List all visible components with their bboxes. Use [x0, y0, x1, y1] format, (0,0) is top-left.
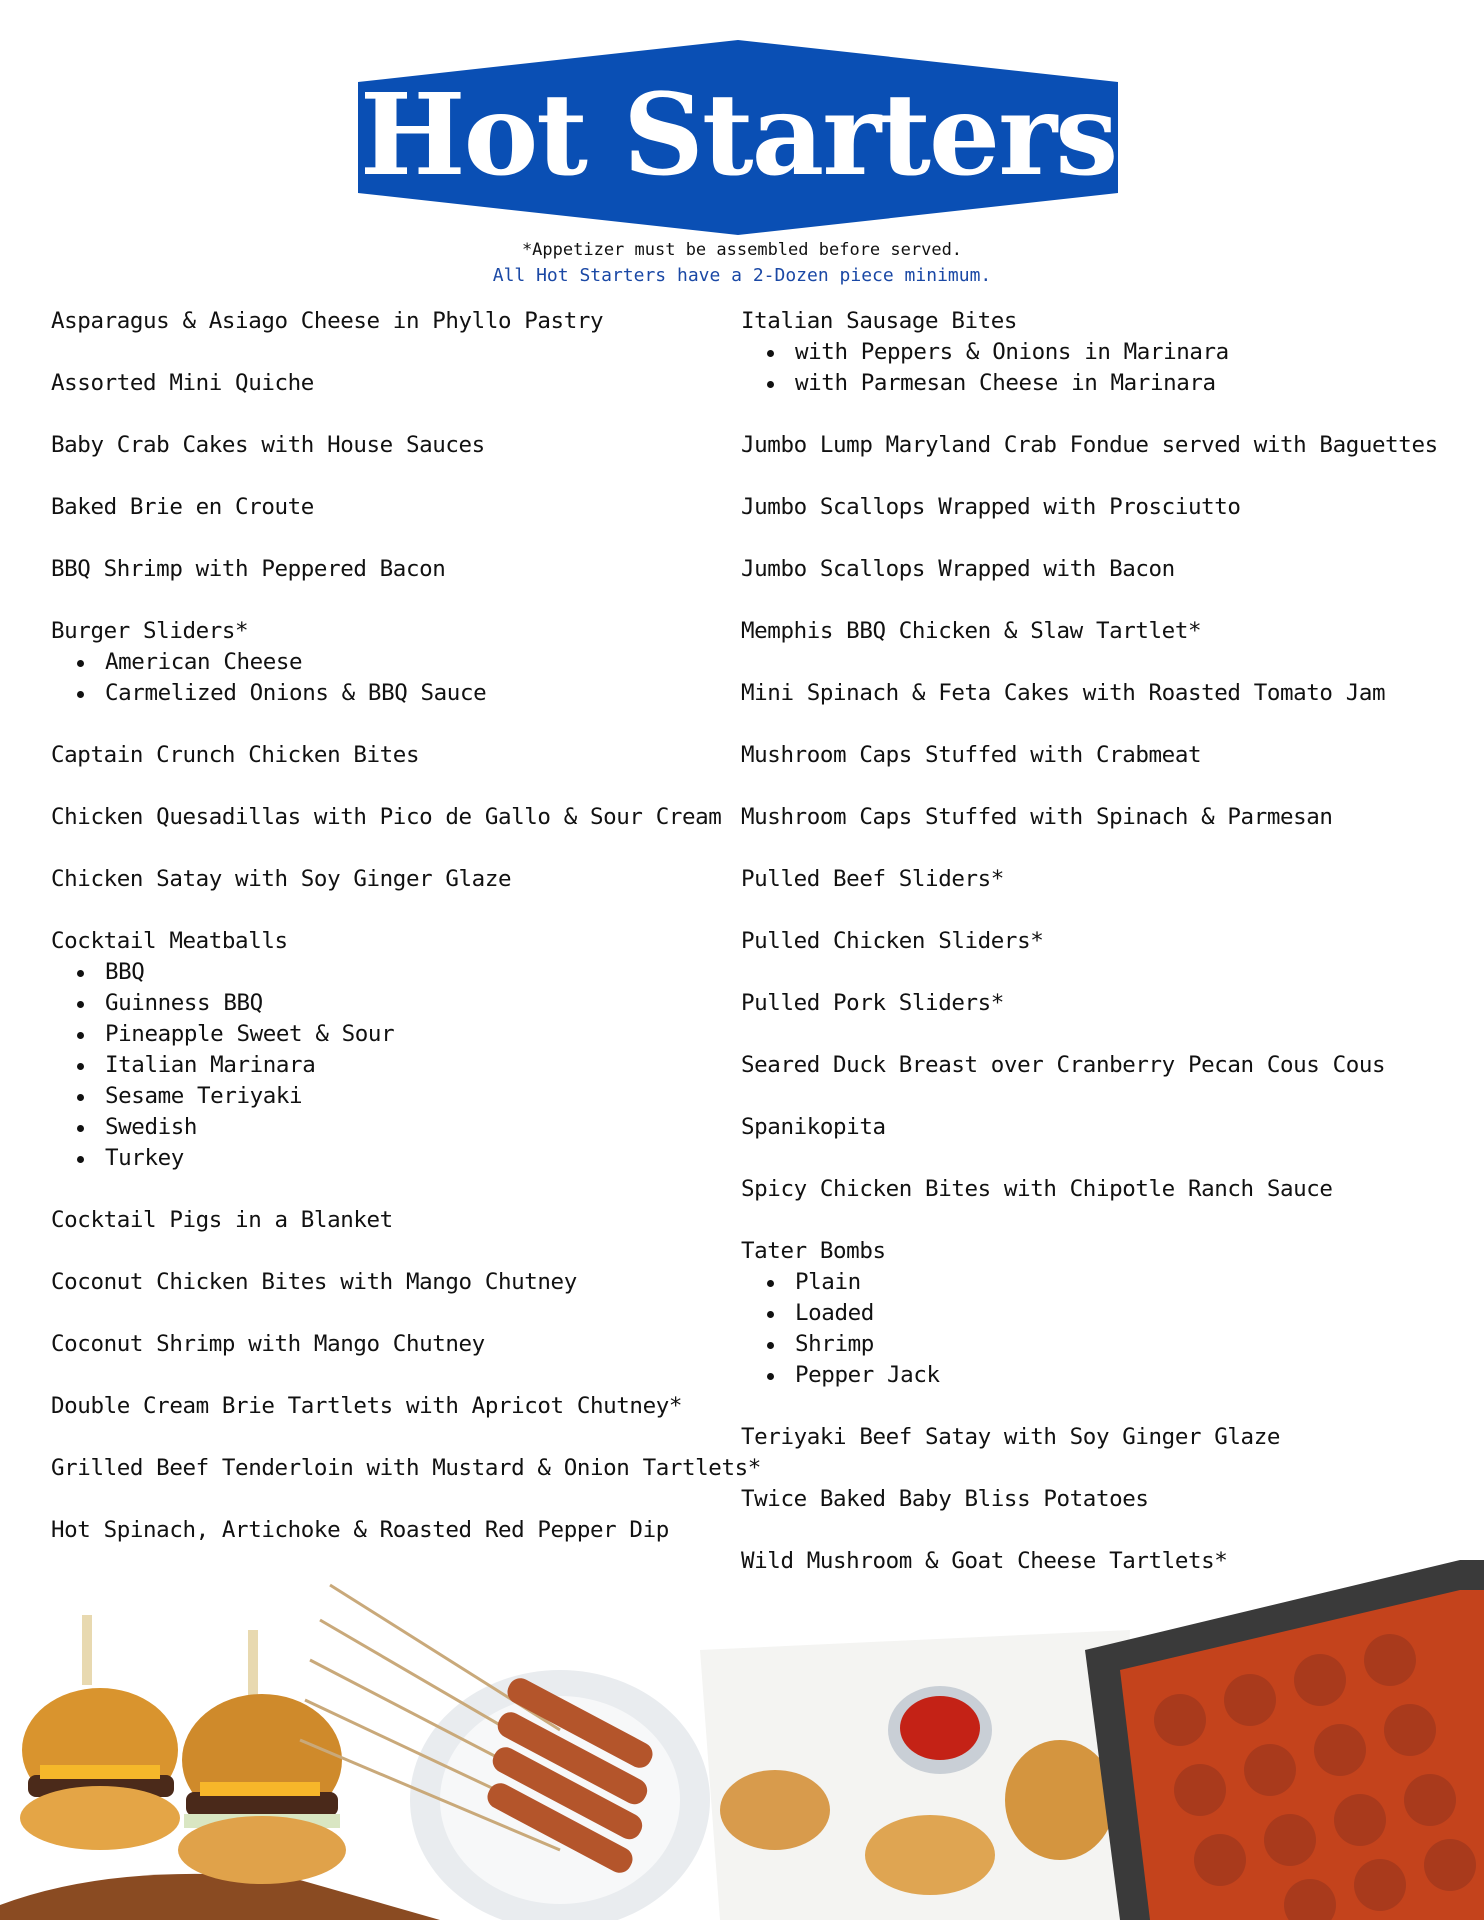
- menu-item: [741, 1050, 1461, 1081]
- menu-column-left: [51, 306, 761, 1546]
- menu-item: [51, 802, 731, 833]
- minimum-note: All Hot Starters have a 2-Dozen piece minimum.: [492, 265, 992, 286]
- menu-item: [741, 554, 1461, 585]
- menu-item-name: Pulled Chicken Sliders*: [741, 928, 1044, 954]
- menu-item-name: Jumbo Lump Maryland Crab Fondue served with Baguettes: [741, 432, 1438, 458]
- menu-item-name: Jumbo Scallops Wrapped with Prosciutto: [741, 494, 1241, 520]
- menu-item-name: Twice Baked Baby Bliss Potatoes: [741, 1486, 1149, 1512]
- menu-item-options: [51, 957, 731, 1174]
- menu-item: [51, 1329, 731, 1360]
- menu-item: [741, 616, 1461, 647]
- menu-item-name: Asparagus & Asiago Cheese in Phyllo Pastry: [51, 308, 604, 334]
- menu-item-name: Mushroom Caps Stuffed with Crabmeat: [741, 742, 1202, 768]
- menu-item-name: Seared Duck Breast over Cranberry Pecan Cous Cous: [741, 1052, 1386, 1078]
- menu-item-name: Teriyaki Beef Satay with Soy Ginger Glaze: [741, 1424, 1280, 1450]
- menu-item: [741, 678, 1461, 709]
- menu-item: [741, 430, 1461, 461]
- burger-sliders-image: [0, 1615, 440, 1920]
- menu-column-right: [741, 306, 1461, 1577]
- title-banner: [358, 40, 1118, 235]
- menu-option: with Peppers & Onions in Marinara: [795, 337, 1461, 368]
- menu-item-name: Chicken Satay with Soy Ginger Glaze: [51, 866, 512, 892]
- menu-option: Swedish: [105, 1112, 731, 1143]
- menu-item: [51, 740, 731, 771]
- menu-item: [51, 430, 731, 461]
- meatballs-image: [1085, 1560, 1484, 1920]
- menu-item: [51, 926, 731, 1174]
- menu-item-name: Chicken Quesadillas with Pico de Gallo & Sour Cream: [51, 804, 722, 830]
- menu-item-name: Pulled Beef Sliders*: [741, 866, 1004, 892]
- menu-item-name: Spanikopita: [741, 1114, 886, 1140]
- menu-item: [741, 306, 1461, 399]
- menu-item: [51, 864, 731, 895]
- menu-option: Pineapple Sweet & Sour: [105, 1019, 731, 1050]
- menu-option: with Parmesan Cheese in Marinara: [795, 368, 1461, 399]
- menu-item: [51, 1267, 731, 1298]
- menu-option: Sesame Teriyaki: [105, 1081, 731, 1112]
- menu-item: [741, 926, 1461, 957]
- menu-item: [741, 740, 1461, 771]
- food-photo-strip: [0, 1560, 1484, 1920]
- menu-item-options: [741, 337, 1461, 399]
- menu-item-name: Cocktail Meatballs: [51, 928, 288, 954]
- page-title: Hot Starters: [359, 70, 1117, 201]
- menu-item: [51, 1515, 731, 1546]
- menu-item: [741, 802, 1461, 833]
- menu-item-name: Tater Bombs: [741, 1238, 886, 1264]
- menu-item: [51, 1391, 731, 1422]
- menu-item: [741, 988, 1461, 1019]
- menu-item-name: Mini Spinach & Feta Cakes with Roasted Tomato Jam: [741, 680, 1386, 706]
- menu-option: Italian Marinara: [105, 1050, 731, 1081]
- menu-item-name: Grilled Beef Tenderloin with Mustard & Onion Tartlets*: [51, 1455, 761, 1481]
- menu-item: [741, 864, 1461, 895]
- menu-item-name: Hot Spinach, Artichoke & Roasted Red Pepper Dip: [51, 1517, 669, 1543]
- menu-item: [51, 554, 731, 585]
- menu-item: [51, 306, 731, 337]
- menu-option: American Cheese: [105, 647, 731, 678]
- menu-item: [741, 1112, 1461, 1143]
- menu-item: [741, 1422, 1461, 1453]
- menu-item-name: Wild Mushroom & Goat Cheese Tartlets*: [741, 1548, 1228, 1574]
- menu-item: [51, 368, 731, 399]
- coconut-shrimp-image: [700, 1630, 1130, 1920]
- menu-option: Pepper Jack: [795, 1360, 1461, 1391]
- menu-item-name: Burger Sliders*: [51, 618, 249, 644]
- menu-item-name: Assorted Mini Quiche: [51, 370, 314, 396]
- menu-item-name: Coconut Chicken Bites with Mango Chutney: [51, 1269, 577, 1295]
- menu-item-name: Captain Crunch Chicken Bites: [51, 742, 420, 768]
- menu-item-name: Mushroom Caps Stuffed with Spinach & Parmesan: [741, 804, 1333, 830]
- menu-item-name: Baby Crab Cakes with House Sauces: [51, 432, 485, 458]
- menu-item-name: BBQ Shrimp with Peppered Bacon: [51, 556, 446, 582]
- menu-item-name: Pulled Pork Sliders*: [741, 990, 1004, 1016]
- menu-option: BBQ: [105, 957, 731, 988]
- menu-item: [51, 1205, 731, 1236]
- menu-item-name: Cocktail Pigs in a Blanket: [51, 1207, 393, 1233]
- menu-option: Shrimp: [795, 1329, 1461, 1360]
- menu-option: Plain: [795, 1267, 1461, 1298]
- menu-item: [51, 616, 731, 709]
- menu-option: Turkey: [105, 1143, 731, 1174]
- menu-item: [51, 1453, 761, 1484]
- menu-option: Carmelized Onions & BBQ Sauce: [105, 678, 731, 709]
- menu-option: Loaded: [795, 1298, 1461, 1329]
- assembly-note: *Appetizer must be assembled before served.: [521, 240, 963, 260]
- menu-item-options: [51, 647, 731, 709]
- menu-item: [741, 1174, 1461, 1205]
- menu-item-name: Baked Brie en Croute: [51, 494, 314, 520]
- menu-item: [741, 492, 1461, 523]
- menu-item: [741, 1236, 1461, 1391]
- chicken-satay-image: [300, 1585, 710, 1920]
- menu-item: [51, 492, 731, 523]
- menu-item-name: Jumbo Scallops Wrapped with Bacon: [741, 556, 1175, 582]
- menu-item: [741, 1484, 1461, 1515]
- menu-option: Guinness BBQ: [105, 988, 731, 1019]
- menu-item-name: Memphis BBQ Chicken & Slaw Tartlet*: [741, 618, 1202, 644]
- menu-item-name: Double Cream Brie Tartlets with Apricot Chutney*: [51, 1393, 683, 1419]
- menu-item-name: Coconut Shrimp with Mango Chutney: [51, 1331, 485, 1357]
- menu-item-name: Italian Sausage Bites: [741, 308, 1018, 334]
- menu-item-options: [741, 1267, 1461, 1391]
- menu-item-name: Spicy Chicken Bites with Chipotle Ranch Sauce: [741, 1176, 1333, 1202]
